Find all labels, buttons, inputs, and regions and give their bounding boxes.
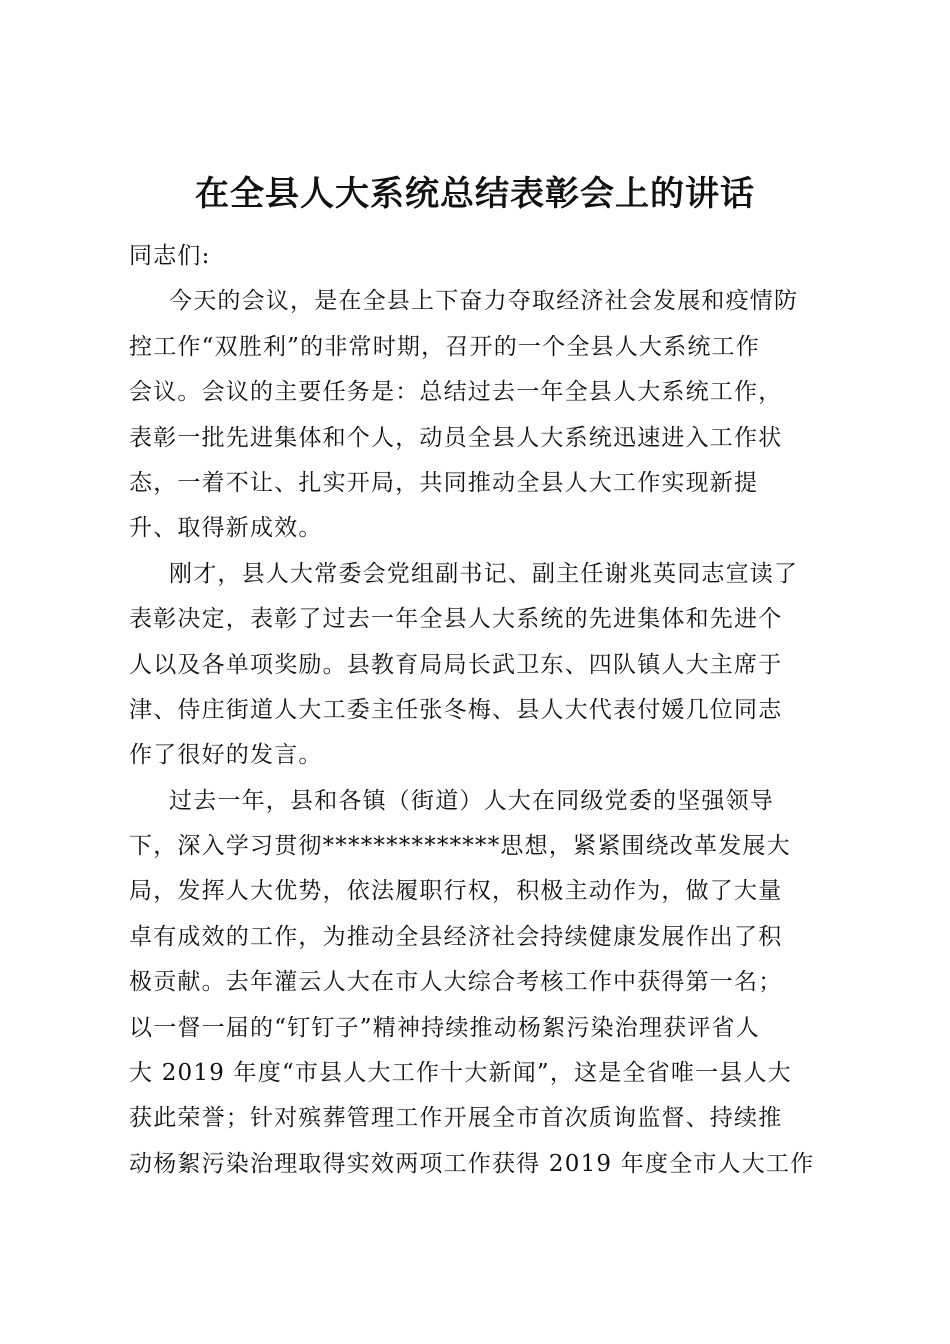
text-line: 表彰一批先进集体和个人，动员全县人大系统迅速进入工作状 (129, 424, 783, 451)
text-line: 刚才，县人大常委会党组副书记、副主任谢兆英同志宣读了 (169, 560, 799, 587)
text-line: 升、取得新成效。 (129, 515, 323, 542)
text-line: 动杨絮污染治理取得实效两项工作获得 2019 年度全市人大工作 (129, 1150, 815, 1177)
text-line: 表彰决定，表彰了过去一年全县人大系统的先进集体和先进个 (129, 606, 783, 633)
document-title: 在全县人大系统总结表彰会上的讲话 (195, 174, 755, 214)
document-body (129, 234, 829, 1187)
text-line: 过去一年，县和各镇（街道）人大在同级党委的坚强领导 (169, 787, 774, 814)
text-line: 人以及各单项奖励。县教育局局长武卫东、四队镇人大主席于 (129, 651, 783, 678)
text-line: 今天的会议，是在全县上下奋力夺取经济社会发展和疫情防 (169, 288, 799, 315)
text-line: 作了很好的发言。 (129, 742, 323, 769)
paragraph-lines (129, 279, 829, 1187)
text-line: 局，发挥人大优势，依法履职行权，积极主动作为，做了大量 (129, 878, 783, 905)
text-line: 会议。会议的主要任务是：总结过去一年全县人大系统工作， (129, 379, 783, 406)
text-line: 态，一着不让、扎实开局，共同推动全县人大工作实现新提 (129, 469, 759, 496)
salutation: 同志们: (129, 243, 211, 269)
text-line: 极贡献。去年灌云人大在市人大综合考核工作中获得第一名； (129, 969, 783, 996)
text-line: 津、侍庄街道人大工委主任张冬梅、县人大代表付媛几位同志 (129, 696, 783, 723)
text-line: 大 2019 年度“市县人大工作十大新闻”，这是全省唯一县人大 (129, 1060, 792, 1087)
text-line: 获此荣誉；针对殡葬管理工作开展全市首次质询监督、持续推 (129, 1105, 783, 1132)
text-line: 下，深入学习贯彻**************思想，紧紧围绕改革发展大 (129, 833, 791, 860)
text-line: 控工作“双胜利”的非常时期，召开的一个全县人大系统工作 (129, 333, 760, 360)
text-line: 以一督一届的“钉钉子”精神持续推动杨絮污染治理获评省人 (129, 1014, 760, 1041)
text-line: 卓有成效的工作，为推动全县经济社会持续健康发展作出了积 (129, 923, 783, 950)
